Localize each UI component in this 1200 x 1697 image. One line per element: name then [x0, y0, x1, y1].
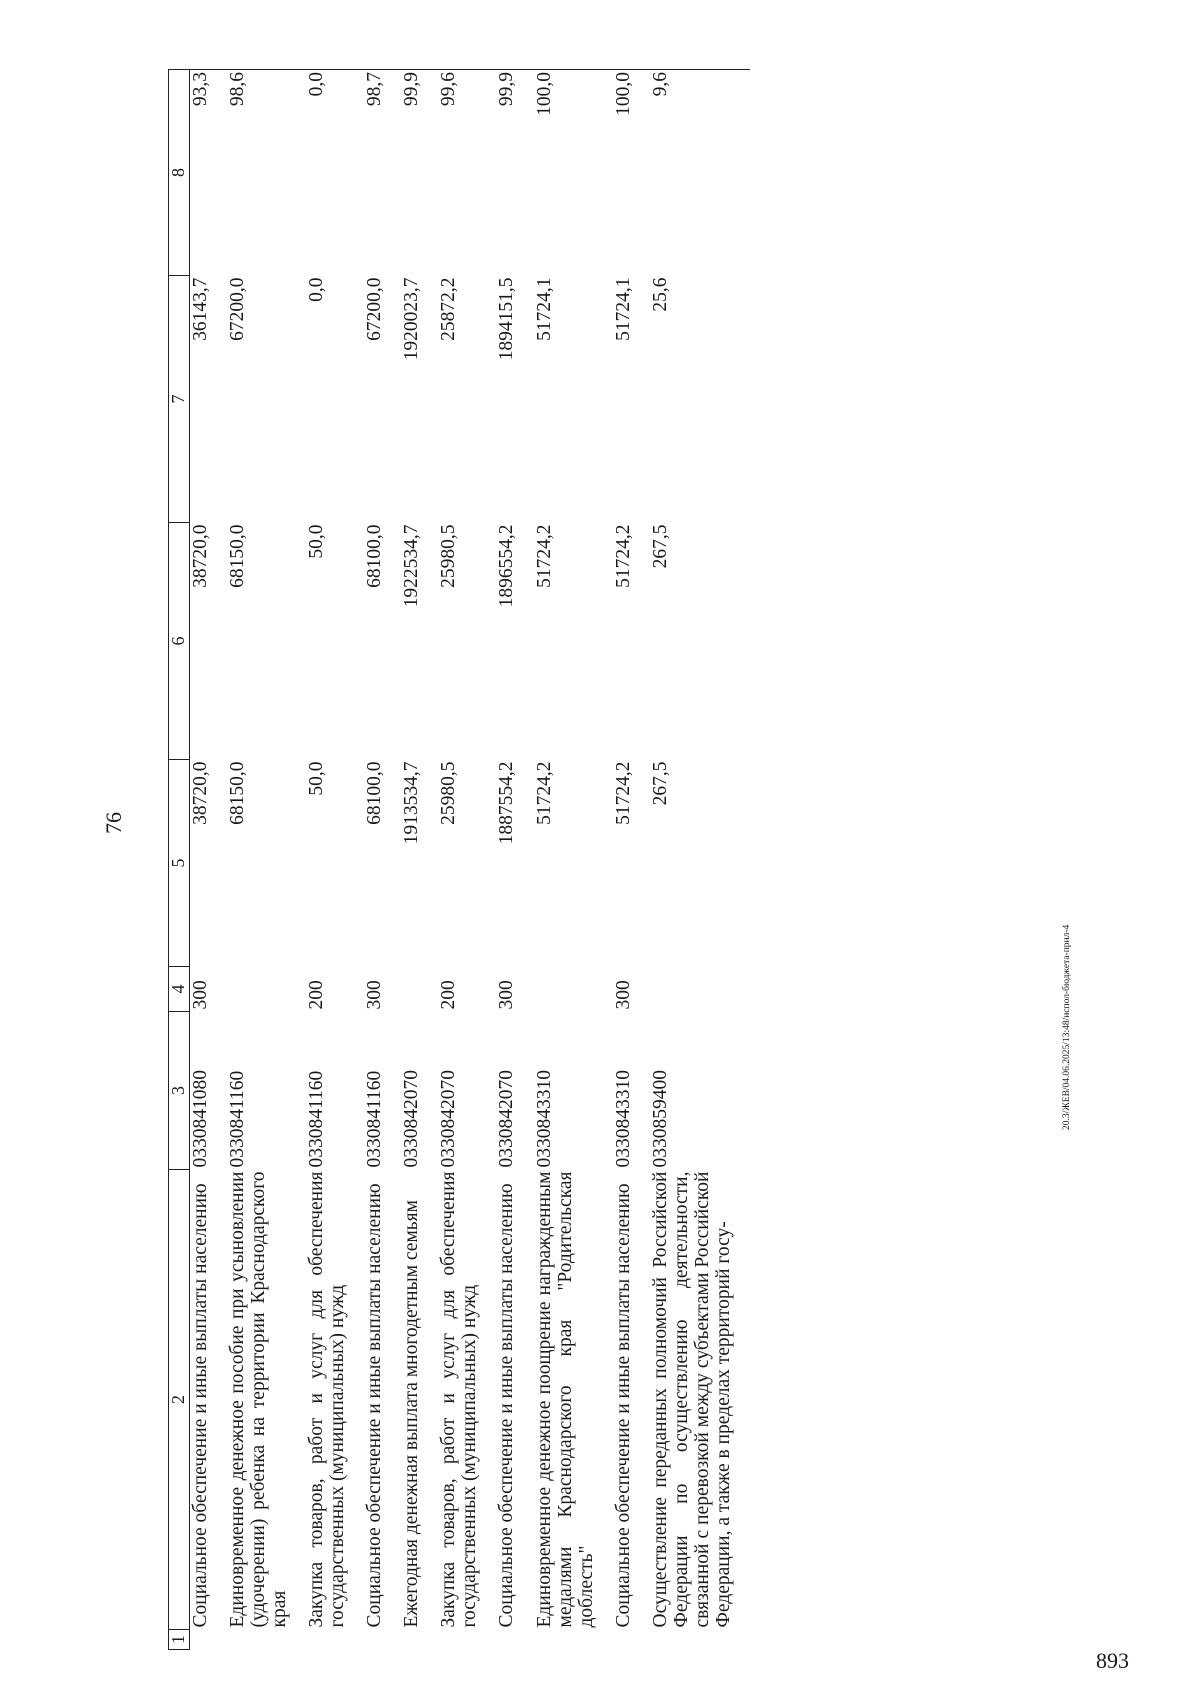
- header-row: [169, 70, 190, 1650]
- row-index-cell: [227, 1630, 306, 1650]
- table-row: [613, 70, 650, 1650]
- table-row: [306, 70, 364, 1650]
- row-name-cell: Закупка товаров, работ и услуг для обеспечения государственных (муниципальных) нужд: [306, 1171, 349, 1628]
- row-value-cell: 67200,0: [364, 277, 386, 341]
- row-value-cell: 0,0: [306, 277, 328, 302]
- header-cell: 6: [169, 523, 190, 760]
- row-value-cell: 36143,7: [190, 277, 211, 341]
- row-percent-cell: 99,9: [401, 70, 438, 276]
- row-percent-cell: 99,6: [438, 70, 496, 276]
- header-cell: 8: [169, 70, 190, 276]
- table-row: [650, 70, 750, 1650]
- footer-page-number: 893: [1096, 1648, 1129, 1673]
- row-code-cell: 0330859400: [649, 1070, 671, 1168]
- row-value-cell: 1894151,5: [496, 277, 518, 361]
- row-index-cell: [534, 1630, 613, 1650]
- row-index-cell: [401, 1630, 438, 1650]
- row-value-cell: 51724,2: [612, 524, 634, 588]
- row-index-cell: [364, 1630, 401, 1650]
- table-row: [190, 70, 228, 1650]
- row-index-cell: [650, 1630, 750, 1650]
- row-name-cell: Социальное обеспечение и иные выплаты населению: [364, 1183, 386, 1628]
- row-percent-cell: 100,0: [613, 70, 650, 276]
- row-name-cell: Единовременное денежное поощрение награжденным медалями Краснодарского края "Родительская доблесть": [533, 1171, 597, 1628]
- row-name-cell: Социальное обеспечение и иные выплаты населению: [496, 1183, 518, 1628]
- row-code-cell: 0330842070: [496, 1070, 518, 1168]
- row-value-cell: 51724,1: [533, 277, 555, 341]
- row-value-cell: 25,6: [649, 277, 671, 312]
- row-value-cell: 50,0: [306, 761, 328, 796]
- row-value-cell: 25872,2: [438, 277, 460, 341]
- row-value-cell: 267,5: [649, 761, 671, 806]
- row-kind-cell: 200: [306, 980, 328, 1010]
- row-value-cell: 38720,0: [190, 761, 211, 825]
- row-index-cell: [306, 1630, 364, 1650]
- table-row: [227, 70, 306, 1650]
- row-percent-cell: 99,9: [496, 70, 533, 276]
- row-value-cell: 68150,0: [227, 761, 249, 825]
- table-row: [401, 70, 438, 1650]
- table-row: [364, 70, 401, 1650]
- row-code-cell: 0330841160: [306, 1070, 328, 1168]
- row-value-cell: 38720,0: [190, 524, 211, 588]
- row-value-cell: 1922534,7: [401, 524, 423, 608]
- row-code-cell: 0330841080: [190, 1070, 211, 1168]
- row-value-cell: 267,5: [649, 524, 671, 569]
- row-name-cell: Единовременное денежное пособие при усыновлении (удочерении) ребенка на территории Краснодарского края: [227, 1171, 291, 1628]
- table-row: [438, 70, 496, 1650]
- row-value-cell: 68100,0: [364, 761, 386, 825]
- row-kind-cell: [401, 967, 438, 1012]
- row-percent-cell: 98,7: [364, 70, 401, 276]
- row-value-cell: 50,0: [306, 524, 328, 559]
- row-value-cell: 1887554,2: [496, 761, 518, 845]
- row-kind-cell: 300: [496, 980, 518, 1010]
- row-value-cell: 1913534,7: [401, 761, 423, 845]
- row-name-cell: Ежегодная денежная выплата многодетным семьям: [401, 1200, 423, 1628]
- row-index-cell: [613, 1630, 650, 1650]
- row-index-cell: [438, 1630, 496, 1650]
- row-value-cell: 67200,0: [227, 277, 249, 341]
- table-row: [534, 70, 613, 1650]
- row-code-cell: 0330841160: [227, 1070, 249, 1168]
- row-code-cell: 0330841160: [364, 1070, 386, 1168]
- header-cell: 5: [169, 760, 190, 967]
- header-cell: 2: [169, 1170, 190, 1630]
- row-kind-cell: [227, 967, 306, 1012]
- row-kind-cell: 300: [364, 980, 386, 1010]
- row-code-cell: 0330843310: [533, 1070, 555, 1168]
- row-name-cell: Осуществление переданных полномочий Российской Федерации по осуществлению деятельности, связанной с перевозкой между субъектами Российской Федерации, а также в пределах территорий госу-: [649, 1171, 734, 1628]
- row-code-cell: 0330843310: [612, 1070, 634, 1168]
- row-value-cell: 25980,5: [438, 761, 460, 825]
- row-percent-cell: 98,6: [227, 70, 306, 276]
- row-index-cell: [190, 1630, 228, 1650]
- rotated-table-container: [168, 70, 1068, 1650]
- row-kind-cell: [534, 967, 613, 1012]
- row-value-cell: 68150,0: [227, 524, 249, 588]
- row-code-cell: 0330842070: [401, 1070, 423, 1168]
- row-value-cell: 1920023,7: [401, 277, 423, 361]
- row-value-cell: 51724,2: [533, 761, 555, 825]
- row-value-cell: 51724,1: [612, 277, 634, 341]
- row-value-cell: 1896554,2: [496, 524, 518, 608]
- table-row: [496, 70, 533, 1650]
- row-kind-cell: 300: [190, 980, 211, 1010]
- row-name-cell: Социальное обеспечение и иные выплаты населению: [190, 1183, 211, 1628]
- row-value-cell: 68100,0: [364, 524, 386, 588]
- row-index-cell: [496, 1630, 533, 1650]
- row-name-cell: Закупка товаров, работ и услуг для обеспечения государственных (муниципальных) нужд: [438, 1171, 481, 1628]
- row-value-cell: 25980,5: [438, 524, 460, 588]
- row-code-cell: 0330842070: [438, 1070, 460, 1168]
- header-cell: 7: [169, 276, 190, 523]
- row-value-cell: 51724,2: [612, 761, 634, 825]
- header-cell: 3: [169, 1012, 190, 1170]
- row-kind-cell: 300: [612, 980, 634, 1010]
- row-percent-cell: 0,0: [306, 70, 364, 276]
- row-name-cell: Социальное обеспечение и иные выплаты населению: [612, 1183, 634, 1628]
- row-value-cell: 51724,2: [533, 524, 555, 588]
- row-kind-cell: [650, 967, 750, 1012]
- row-percent-cell: 100,0: [534, 70, 613, 276]
- header-cell: 4: [169, 967, 190, 1012]
- budget-table: [168, 69, 750, 1650]
- row-percent-cell: 9,6: [650, 70, 750, 276]
- row-percent-cell: 93,3: [190, 70, 228, 276]
- page-number: 76: [101, 812, 126, 834]
- document-stamp: 20.3/ЖЕВ/04.06.2025/13:48/испол-бюджета-прил-4: [1062, 924, 1072, 1130]
- header-cell: 1: [169, 1630, 190, 1650]
- row-kind-cell: 200: [438, 980, 460, 1010]
